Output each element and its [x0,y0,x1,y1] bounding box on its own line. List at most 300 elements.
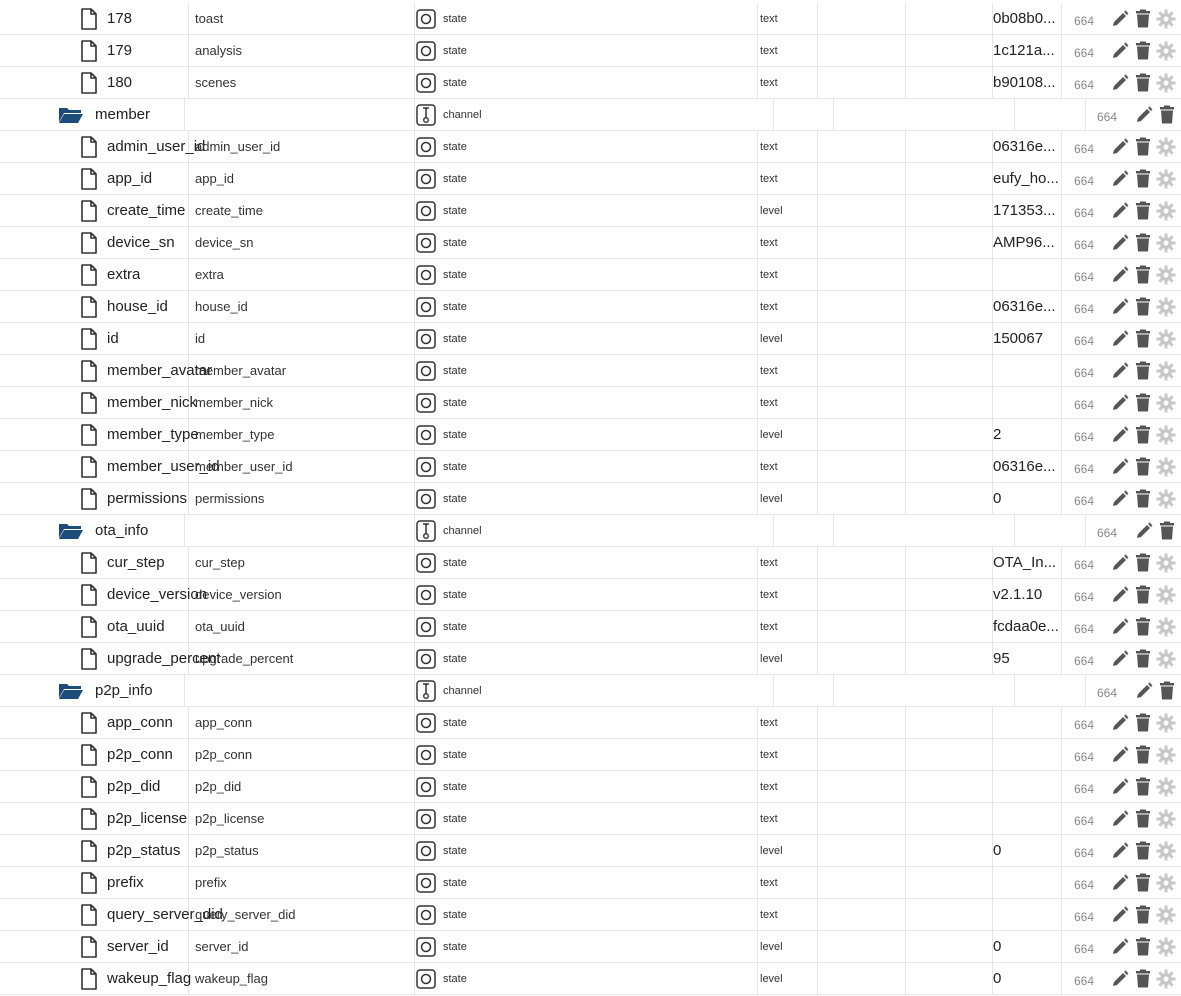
acl-value: 664 [1074,301,1095,316]
state-row[interactable] [0,195,1181,227]
delete-trash-icon[interactable] [1134,585,1152,605]
settings-gear-icon[interactable] [1156,297,1176,317]
object-value[interactable]: 0b08b0... [993,10,1056,27]
object-name: house_id [107,298,168,315]
column-divider [817,3,818,34]
object-value[interactable]: 06316e... [993,138,1056,155]
column-divider [905,963,906,994]
state-row[interactable] [0,771,1181,803]
file-icon [80,872,98,894]
state-row[interactable] [0,547,1181,579]
state-icon [416,777,443,797]
settings-gear-icon[interactable] [1156,905,1176,925]
edit-pencil-icon[interactable] [1110,841,1130,861]
role-label: state [443,204,467,217]
column-divider [1061,387,1062,418]
delete-trash-icon[interactable] [1134,937,1152,957]
column-divider [757,963,758,994]
object-id: wakeup_flag [195,971,268,986]
role-label: state [443,940,467,953]
state-row[interactable] [0,291,1181,323]
object-value[interactable]: v2.1.10 [993,586,1043,603]
edit-pencil-icon[interactable] [1110,553,1130,573]
delete-trash-icon[interactable] [1134,233,1152,253]
delete-trash-icon[interactable] [1134,809,1152,829]
role-cell [416,259,756,290]
object-name: member [95,106,151,123]
column-divider [1061,579,1062,610]
row-actions [1110,227,1176,258]
column-divider [1061,483,1062,514]
column-divider [1014,515,1015,546]
object-value[interactable]: b90108... [993,74,1056,91]
role-label: state [443,844,467,857]
state-row[interactable] [0,163,1181,195]
object-id: analysis [195,43,242,58]
acl-value: 664 [1074,973,1095,988]
edit-pencil-icon[interactable] [1110,969,1130,989]
delete-trash-icon[interactable] [1158,521,1176,541]
settings-gear-icon[interactable] [1156,201,1176,221]
edit-pencil-icon[interactable] [1110,137,1130,157]
row-actions [1110,867,1176,898]
role-cell [416,835,756,866]
delete-trash-icon[interactable] [1158,105,1176,125]
edit-pencil-icon[interactable] [1110,937,1130,957]
folder-open-icon[interactable] [58,105,84,125]
role-cell [416,35,756,66]
role-label: state [443,876,467,889]
settings-gear-icon[interactable] [1156,9,1176,29]
state-row[interactable] [0,931,1181,963]
role-cell [416,163,756,194]
file-icon [80,616,98,638]
object-value[interactable]: 0 [993,842,1002,859]
row-actions [1134,515,1176,546]
object-id: prefix [195,875,227,890]
object-name: query_server_did [107,906,223,923]
object-id: app_conn [195,715,253,730]
role-label: state [443,908,467,921]
edit-pencil-icon[interactable] [1110,777,1130,797]
delete-trash-icon[interactable] [1134,905,1152,925]
delete-trash-icon[interactable] [1134,361,1152,381]
state-icon [416,585,443,605]
acl-value: 664 [1074,653,1095,668]
column-divider [757,867,758,898]
state-icon [416,617,443,637]
edit-pencil-icon[interactable] [1134,105,1154,125]
edit-pencil-icon[interactable] [1110,393,1130,413]
edit-pencil-icon[interactable] [1110,489,1130,509]
column-divider [817,35,818,66]
edit-pencil-icon[interactable] [1110,457,1130,477]
object-type: text [760,780,778,793]
folder-open-icon[interactable] [58,521,84,541]
state-row[interactable] [0,835,1181,867]
object-value[interactable]: eufy_ho... [993,170,1059,187]
column-divider [414,515,415,546]
column-divider [1061,643,1062,674]
delete-trash-icon[interactable] [1134,649,1152,669]
delete-trash-icon[interactable] [1134,265,1152,285]
state-row[interactable] [0,355,1181,387]
state-row[interactable] [0,419,1181,451]
column-divider [1061,291,1062,322]
state-icon [416,393,443,413]
edit-pencil-icon[interactable] [1134,681,1154,701]
object-name-cell[interactable] [0,515,247,546]
settings-gear-icon[interactable] [1156,361,1176,381]
column-divider [905,291,906,322]
settings-gear-icon[interactable] [1156,457,1176,477]
object-name: ota_uuid [107,618,165,635]
role-cell [416,387,756,418]
settings-gear-icon[interactable] [1156,73,1176,93]
column-divider [757,291,758,322]
file-icon [80,584,98,606]
edit-pencil-icon[interactable] [1110,169,1130,189]
object-type: text [760,300,778,313]
object-type: text [760,396,778,409]
settings-gear-icon[interactable] [1156,41,1176,61]
object-value[interactable]: 06316e... [993,458,1056,475]
object-name: admin_user_id [107,138,206,155]
channel-row[interactable] [0,99,1181,131]
state-icon [416,713,443,733]
state-row[interactable] [0,899,1181,931]
channel-icon [416,680,443,702]
object-id: toast [195,11,224,26]
edit-pencil-icon[interactable] [1110,233,1130,253]
object-value[interactable] [993,771,1061,802]
column-divider [757,739,758,770]
object-name: device_sn [107,234,175,251]
settings-gear-icon[interactable] [1156,137,1176,157]
object-id: p2p_did [195,779,242,794]
role-cell [416,131,756,162]
settings-gear-icon[interactable] [1156,233,1176,253]
column-divider [1061,771,1062,802]
object-value[interactable]: 0 [993,938,1002,955]
settings-gear-icon[interactable] [1156,169,1176,189]
row-actions [1110,483,1176,514]
settings-gear-icon[interactable] [1156,585,1176,605]
column-divider [757,419,758,450]
column-divider [1085,515,1086,546]
column-divider [817,291,818,322]
delete-trash-icon[interactable] [1134,841,1152,861]
state-row[interactable] [0,67,1181,99]
file-icon [80,712,98,734]
delete-trash-icon[interactable] [1134,9,1152,29]
object-type: level [760,844,783,857]
edit-pencil-icon[interactable] [1110,873,1130,893]
acl-value: 664 [1074,237,1095,252]
state-row[interactable] [0,643,1181,675]
file-icon [80,72,98,94]
row-actions [1110,291,1176,322]
column-divider [905,771,906,802]
delete-trash-icon[interactable] [1134,873,1152,893]
file-icon [80,840,98,862]
role-label: state [443,556,467,569]
role-label: state [443,620,467,633]
edit-pencil-icon[interactable] [1110,73,1130,93]
object-name: permissions [107,490,188,507]
object-value[interactable]: 06316e... [993,298,1056,315]
role-label: state [443,652,467,665]
row-actions [1110,643,1176,674]
settings-gear-icon[interactable] [1156,329,1176,349]
edit-pencil-icon[interactable] [1110,9,1130,29]
state-icon [416,169,443,189]
column-divider [1061,707,1062,738]
delete-trash-icon[interactable] [1134,329,1152,349]
column-divider [1061,323,1062,354]
state-row[interactable] [0,131,1181,163]
settings-gear-icon[interactable] [1156,713,1176,733]
edit-pencil-icon[interactable] [1110,425,1130,445]
edit-pencil-icon[interactable] [1110,617,1130,637]
object-value[interactable]: 1c121a... [993,42,1055,59]
role-cell [416,675,756,706]
acl-value: 664 [1074,621,1095,636]
object-value[interactable]: AMP96... [993,234,1055,251]
settings-gear-icon[interactable] [1156,393,1176,413]
state-icon [416,553,443,573]
edit-pencil-icon[interactable] [1110,905,1130,925]
role-label: state [443,140,467,153]
settings-gear-icon[interactable] [1156,937,1176,957]
object-value[interactable] [993,803,1061,834]
row-actions [1110,611,1176,642]
state-row[interactable] [0,739,1181,771]
role-label: state [443,364,467,377]
column-divider [757,67,758,98]
column-divider [905,163,906,194]
role-cell [416,899,756,930]
settings-gear-icon[interactable] [1156,809,1176,829]
object-id: device_version [195,587,282,602]
role-cell [416,963,756,994]
edit-pencil-icon[interactable] [1110,201,1130,221]
column-divider [757,547,758,578]
object-value[interactable]: fcdaa0e... [993,618,1059,635]
delete-trash-icon[interactable] [1134,201,1152,221]
state-row[interactable] [0,483,1181,515]
object-value[interactable] [993,707,1061,738]
object-type: level [760,492,783,505]
file-icon [80,392,98,414]
object-name-cell[interactable] [0,99,247,130]
delete-trash-icon[interactable] [1134,457,1152,477]
state-row[interactable] [0,867,1181,899]
column-divider [817,163,818,194]
acl-value: 664 [1074,13,1095,28]
delete-trash-icon[interactable] [1134,425,1152,445]
object-value[interactable] [993,387,1061,418]
settings-gear-icon[interactable] [1156,265,1176,285]
object-name: 179 [107,42,133,59]
column-divider [757,163,758,194]
file-icon [80,328,98,350]
edit-pencil-icon[interactable] [1110,585,1130,605]
edit-pencil-icon[interactable] [1110,297,1130,317]
state-row[interactable] [0,803,1181,835]
settings-gear-icon[interactable] [1156,489,1176,509]
role-cell [416,867,756,898]
column-divider [757,611,758,642]
row-actions [1110,35,1176,66]
state-row[interactable] [0,259,1181,291]
settings-gear-icon[interactable] [1156,777,1176,797]
state-row[interactable] [0,579,1181,611]
channel-row[interactable] [0,675,1181,707]
role-label: state [443,780,467,793]
object-type: text [760,44,778,57]
edit-pencil-icon[interactable] [1110,713,1130,733]
object-value[interactable] [993,259,1061,290]
settings-gear-icon[interactable] [1156,841,1176,861]
state-icon [416,873,443,893]
column-divider [1085,675,1086,706]
object-type: level [760,652,783,665]
state-row[interactable] [0,3,1181,35]
edit-pencil-icon[interactable] [1134,521,1154,541]
delete-trash-icon[interactable] [1134,137,1152,157]
column-divider [905,803,906,834]
object-name: extra [107,266,141,283]
state-row[interactable] [0,387,1181,419]
object-name: device_version [107,586,208,603]
settings-gear-icon[interactable] [1156,649,1176,669]
object-type: text [760,236,778,249]
column-divider [833,675,834,706]
delete-trash-icon[interactable] [1134,969,1152,989]
settings-gear-icon[interactable] [1156,553,1176,573]
object-value[interactable]: 171353... [993,202,1056,219]
delete-trash-icon[interactable] [1134,393,1152,413]
settings-gear-icon[interactable] [1156,873,1176,893]
state-icon [416,649,443,669]
object-value[interactable] [993,355,1061,386]
state-icon [416,809,443,829]
file-icon [80,456,98,478]
channel-row[interactable] [0,515,1181,547]
column-divider [905,867,906,898]
object-value[interactable]: OTA_In... [993,554,1057,571]
object-value[interactable] [993,899,1061,930]
state-row[interactable] [0,611,1181,643]
delete-trash-icon[interactable] [1134,553,1152,573]
acl-value: 664 [1074,397,1095,412]
column-divider [905,611,906,642]
object-value[interactable] [993,739,1061,770]
column-divider [757,707,758,738]
object-name-cell[interactable] [0,675,247,706]
acl-value: 664 [1097,109,1118,124]
delete-trash-icon[interactable] [1134,617,1152,637]
state-row[interactable] [0,227,1181,259]
state-row[interactable] [0,707,1181,739]
object-id: upgrade_percent [195,651,294,666]
state-row[interactable] [0,323,1181,355]
settings-gear-icon[interactable] [1156,969,1176,989]
column-divider [905,931,906,962]
column-divider [905,451,906,482]
object-value[interactable]: 150067 [993,330,1044,347]
settings-gear-icon[interactable] [1156,745,1176,765]
acl-value: 664 [1074,877,1095,892]
edit-pencil-icon[interactable] [1110,361,1130,381]
edit-pencil-icon[interactable] [1110,809,1130,829]
delete-trash-icon[interactable] [1158,681,1176,701]
object-value[interactable]: 95 [993,650,1010,667]
delete-trash-icon[interactable] [1134,73,1152,93]
object-value[interactable]: 2 [993,426,1002,443]
object-value[interactable]: 0 [993,490,1002,507]
settings-gear-icon[interactable] [1156,425,1176,445]
object-name: cur_step [107,554,165,571]
acl-value: 664 [1074,781,1095,796]
column-divider [757,579,758,610]
file-icon [80,264,98,286]
edit-pencil-icon[interactable] [1110,329,1130,349]
object-value[interactable]: 0 [993,970,1002,987]
edit-pencil-icon[interactable] [1110,745,1130,765]
state-row[interactable] [0,963,1181,995]
delete-trash-icon[interactable] [1134,777,1152,797]
object-id: id [195,331,206,346]
object-name: p2p_info [95,682,153,699]
column-divider [1061,867,1062,898]
object-value[interactable] [993,867,1061,898]
column-divider [905,483,906,514]
state-icon [416,9,443,29]
delete-trash-icon[interactable] [1134,41,1152,61]
column-divider [757,195,758,226]
delete-trash-icon[interactable] [1134,713,1152,733]
column-divider [757,355,758,386]
state-row[interactable] [0,451,1181,483]
column-divider [757,899,758,930]
edit-pencil-icon[interactable] [1110,649,1130,669]
state-row[interactable] [0,35,1181,67]
role-cell [416,3,756,34]
edit-pencil-icon[interactable] [1110,41,1130,61]
folder-open-icon[interactable] [58,681,84,701]
edit-pencil-icon[interactable] [1110,265,1130,285]
role-cell [416,515,756,546]
object-type: level [760,428,783,441]
delete-trash-icon[interactable] [1134,169,1152,189]
settings-gear-icon[interactable] [1156,617,1176,637]
delete-trash-icon[interactable] [1134,489,1152,509]
delete-trash-icon[interactable] [1134,297,1152,317]
state-icon [416,841,443,861]
delete-trash-icon[interactable] [1134,745,1152,765]
state-icon [416,297,443,317]
object-id: member_avatar [195,363,287,378]
file-icon [80,744,98,766]
column-divider [817,643,818,674]
column-divider [817,771,818,802]
object-type: text [760,268,778,281]
row-actions [1134,99,1176,130]
role-cell [416,579,756,610]
column-divider [757,227,758,258]
